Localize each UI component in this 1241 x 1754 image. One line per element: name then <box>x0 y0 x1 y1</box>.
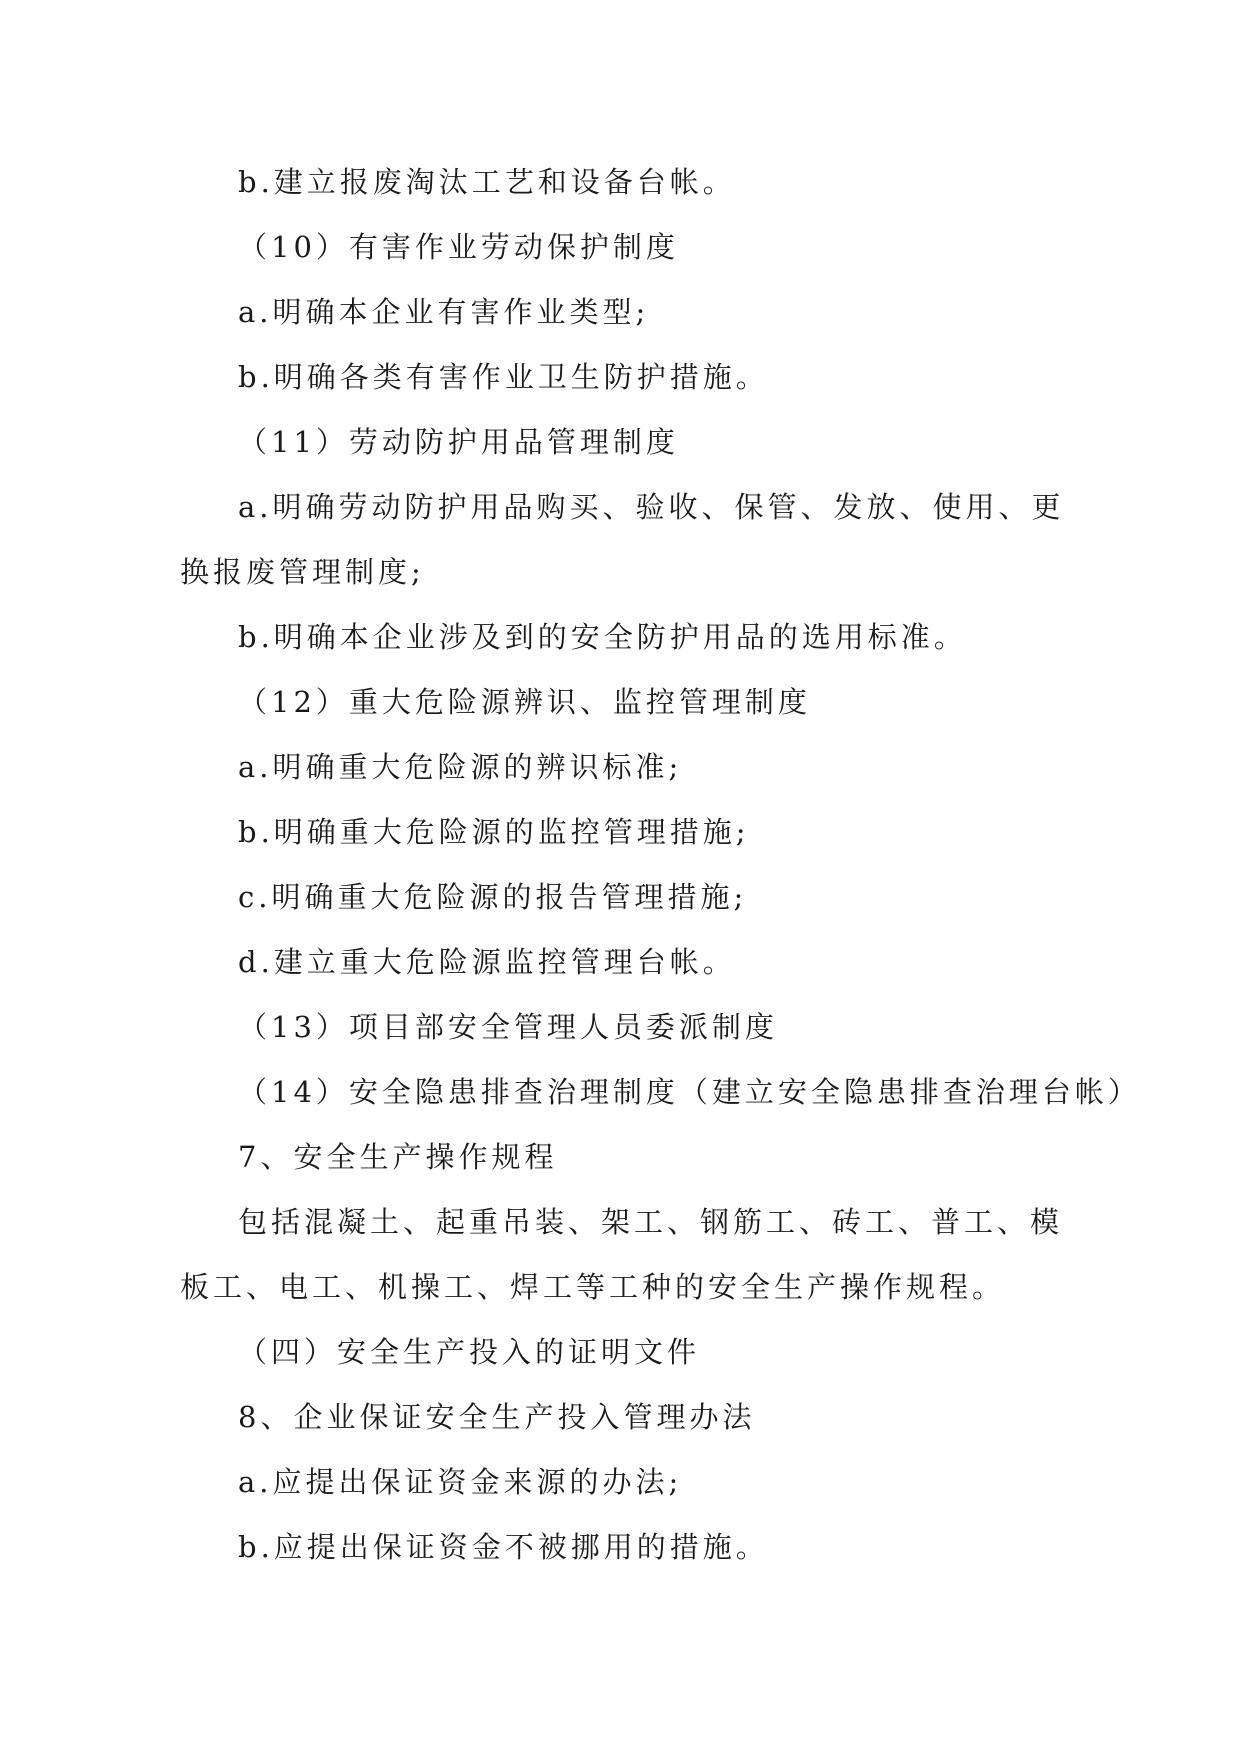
paragraph: a.明确劳动防护用品购买、验收、保管、发放、使用、更换报废管理制度; <box>180 490 1065 589</box>
paragraph: a.明确本企业有害作业类型; <box>238 295 650 329</box>
section-heading: （12）重大危险源辨识、监控管理制度 <box>238 685 811 719</box>
paragraph: 包括混凝土、起重吊装、架工、钢筋工、砖工、普工、模板工、电工、机操工、焊工等工种的安全生产操作规程。 <box>180 1205 1064 1304</box>
paragraph: a.明确重大危险源的辨识标准; <box>238 750 683 784</box>
paragraph: a.应提出保证资金来源的办法; <box>238 1465 683 1499</box>
section-heading: （四）安全生产投入的证明文件 <box>238 1335 701 1369</box>
paragraph: b.建立报废淘汰工艺和设备台帐。 <box>238 165 736 199</box>
section-heading: （11）劳动防护用品管理制度 <box>238 425 679 459</box>
section-heading: （10）有害作业劳动保护制度 <box>238 230 679 264</box>
document-body <box>180 150 1141 1580</box>
paragraph: b.明确各类有害作业卫生防护措施。 <box>238 360 769 394</box>
paragraph: b.明确本企业涉及到的安全防护用品的选用标准。 <box>238 620 967 654</box>
paragraph: b.应提出保证资金不被挪用的措施。 <box>238 1530 769 1564</box>
section-heading: （14）安全隐患排查治理制度（建立安全隐患排查治理台帐） <box>238 1075 1141 1109</box>
section-heading: （13）项目部安全管理人员委派制度 <box>238 1010 778 1044</box>
paragraph: b.明确重大危险源的监控管理措施; <box>238 815 750 849</box>
section-heading: 8、企业保证安全生产投入管理办法 <box>238 1400 756 1434</box>
paragraph: c.明确重大危险源的报告管理措施; <box>238 880 748 914</box>
section-heading: 7、安全生产操作规程 <box>238 1140 558 1174</box>
paragraph: d.建立重大危险源监控管理台帐。 <box>238 945 736 979</box>
